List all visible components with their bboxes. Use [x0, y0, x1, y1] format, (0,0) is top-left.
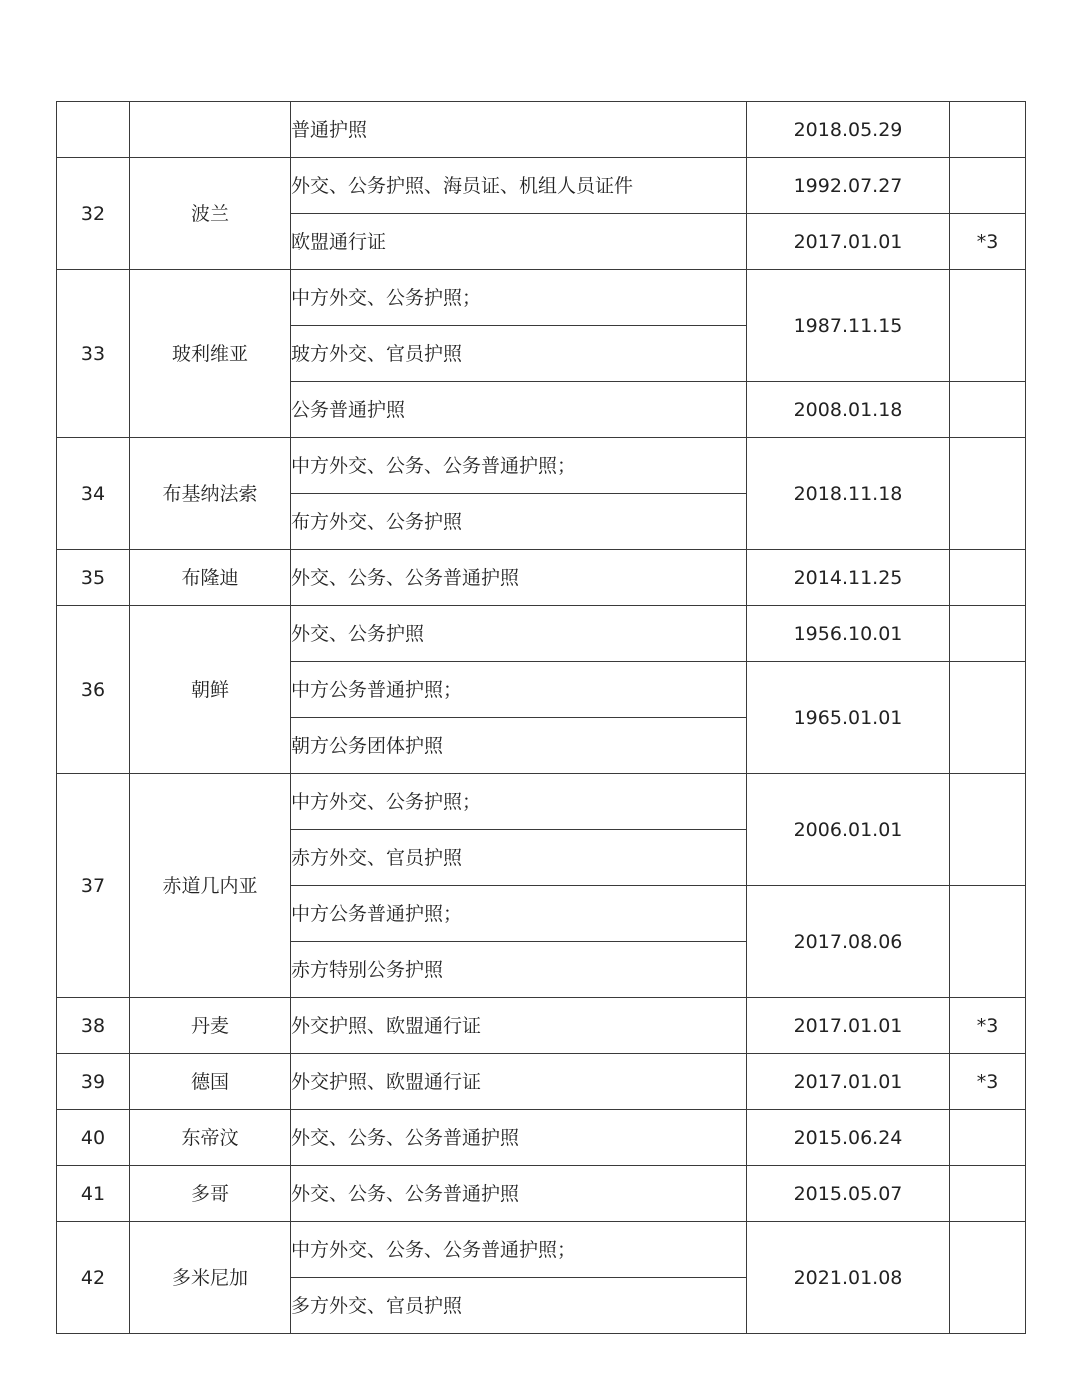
- table-row: [57, 1222, 1026, 1278]
- effective-date-cell: 1956.10.01: [747, 606, 950, 662]
- remark-cell: *3: [950, 214, 1026, 270]
- remark-cell: [950, 270, 1026, 382]
- passport-type-cell: 外交护照、欧盟通行证: [291, 1054, 747, 1110]
- passport-type-cell: 外交、公务护照: [291, 606, 747, 662]
- table-row: [57, 102, 1026, 158]
- row-number-cell: 34: [57, 438, 130, 550]
- remark-cell: [950, 1110, 1026, 1166]
- table-row: [57, 550, 1026, 606]
- remark-cell: [950, 102, 1026, 158]
- effective-date-cell: 2015.06.24: [747, 1110, 950, 1166]
- table-row: [57, 1110, 1026, 1166]
- row-number-cell: 40: [57, 1110, 130, 1166]
- passport-type-cell: 朝方公务团体护照: [291, 718, 747, 774]
- country-cell: 德国: [130, 1054, 291, 1110]
- row-number-cell: 33: [57, 270, 130, 438]
- remark-cell: *3: [950, 1054, 1026, 1110]
- remark-cell: [950, 662, 1026, 774]
- effective-date-cell: 1965.01.01: [747, 662, 950, 774]
- effective-date-cell: 1992.07.27: [747, 158, 950, 214]
- passport-type-cell: 外交、公务护照、海员证、机组人员证件: [291, 158, 747, 214]
- row-number-cell: 36: [57, 606, 130, 774]
- effective-date-cell: 2018.11.18: [747, 438, 950, 550]
- remark-cell: [950, 774, 1026, 886]
- row-number-cell: 41: [57, 1166, 130, 1222]
- remark-cell: *3: [950, 998, 1026, 1054]
- country-cell: 东帝汶: [130, 1110, 291, 1166]
- country-cell: 布隆迪: [130, 550, 291, 606]
- passport-type-cell: 中方外交、公务护照；: [291, 270, 747, 326]
- row-number-cell: [57, 102, 130, 158]
- effective-date-cell: 2017.01.01: [747, 998, 950, 1054]
- effective-date-cell: 2018.05.29: [747, 102, 950, 158]
- passport-type-cell: 中方外交、公务、公务普通护照；: [291, 438, 747, 494]
- table-row: [57, 1166, 1026, 1222]
- remark-cell: [950, 886, 1026, 998]
- passport-type-cell: 外交、公务、公务普通护照: [291, 1110, 747, 1166]
- country-cell: 玻利维亚: [130, 270, 291, 438]
- remark-cell: [950, 550, 1026, 606]
- remark-cell: [950, 158, 1026, 214]
- row-number-cell: 35: [57, 550, 130, 606]
- row-number-cell: 38: [57, 998, 130, 1054]
- passport-type-cell: 多方外交、官员护照: [291, 1278, 747, 1334]
- effective-date-cell: 2014.11.25: [747, 550, 950, 606]
- remark-cell: [950, 1166, 1026, 1222]
- effective-date-cell: 2006.01.01: [747, 774, 950, 886]
- passport-type-cell: 中方公务普通护照；: [291, 662, 747, 718]
- country-cell: [130, 102, 291, 158]
- remark-cell: [950, 382, 1026, 438]
- country-cell: 丹麦: [130, 998, 291, 1054]
- effective-date-cell: 2017.01.01: [747, 214, 950, 270]
- table-row: [57, 438, 1026, 494]
- country-cell: 多米尼加: [130, 1222, 291, 1334]
- passport-type-cell: 中方外交、公务护照；: [291, 774, 747, 830]
- passport-type-cell: 公务普通护照: [291, 382, 747, 438]
- table-row: [57, 774, 1026, 830]
- passport-type-cell: 外交护照、欧盟通行证: [291, 998, 747, 1054]
- remark-cell: [950, 606, 1026, 662]
- effective-date-cell: 2017.08.06: [747, 886, 950, 998]
- effective-date-cell: 2015.05.07: [747, 1166, 950, 1222]
- passport-type-cell: 中方外交、公务、公务普通护照；: [291, 1222, 747, 1278]
- country-cell: 波兰: [130, 158, 291, 270]
- table-row: [57, 158, 1026, 214]
- visa-exemption-table: [56, 101, 1026, 1334]
- passport-type-cell: 外交、公务、公务普通护照: [291, 550, 747, 606]
- passport-type-cell: 中方公务普通护照；: [291, 886, 747, 942]
- passport-type-cell: 普通护照: [291, 102, 747, 158]
- table-row: [57, 1054, 1026, 1110]
- row-number-cell: 39: [57, 1054, 130, 1110]
- table-row: [57, 998, 1026, 1054]
- row-number-cell: 42: [57, 1222, 130, 1334]
- visa-exemption-table-page: [56, 101, 1025, 1366]
- country-cell: 赤道几内亚: [130, 774, 291, 998]
- effective-date-cell: 1987.11.15: [747, 270, 950, 382]
- remark-cell: [950, 438, 1026, 550]
- passport-type-cell: 布方外交、公务护照: [291, 494, 747, 550]
- table-row: [57, 270, 1026, 326]
- table-row: [57, 606, 1026, 662]
- table-body: [57, 102, 1026, 1334]
- remark-cell: [950, 1222, 1026, 1334]
- row-number-cell: 32: [57, 158, 130, 270]
- passport-type-cell: 赤方特别公务护照: [291, 942, 747, 998]
- effective-date-cell: 2017.01.01: [747, 1054, 950, 1110]
- passport-type-cell: 外交、公务、公务普通护照: [291, 1166, 747, 1222]
- passport-type-cell: 欧盟通行证: [291, 214, 747, 270]
- effective-date-cell: 2021.01.08: [747, 1222, 950, 1334]
- country-cell: 多哥: [130, 1166, 291, 1222]
- effective-date-cell: 2008.01.18: [747, 382, 950, 438]
- passport-type-cell: 赤方外交、官员护照: [291, 830, 747, 886]
- country-cell: 朝鲜: [130, 606, 291, 774]
- country-cell: 布基纳法索: [130, 438, 291, 550]
- row-number-cell: 37: [57, 774, 130, 998]
- passport-type-cell: 玻方外交、官员护照: [291, 326, 747, 382]
